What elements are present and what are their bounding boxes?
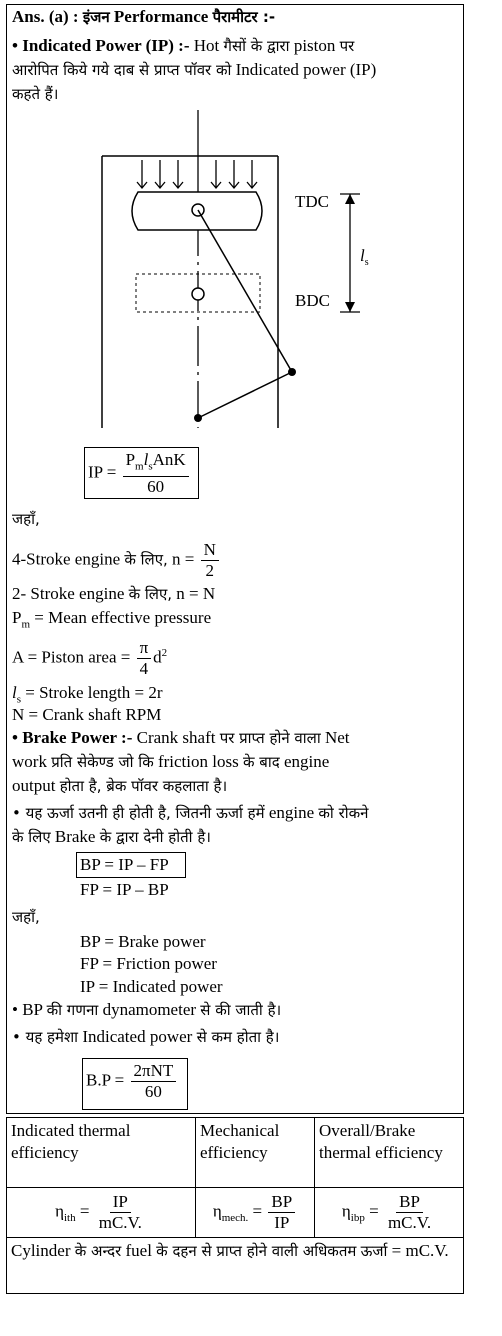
ip-definition-line3: कहते हैं। [12, 85, 59, 103]
heading: Ans. (a) : इंजन Performance पैरामीटर :- [12, 7, 276, 26]
efficiency-table [6, 1117, 464, 1238]
ip-term: IP = Indicated power [80, 977, 223, 996]
energy-line1: • यह ऊर्जा उतनी ही होती है, जितनी ऊर्जा हमें engine को रोकने [12, 803, 369, 822]
bp-equation: BP = IP – FP [80, 855, 169, 874]
crank-pin [288, 368, 296, 376]
bp-definition-line1: • Brake Power :- Crank shaft पर प्राप्त होने वाला Net [12, 728, 350, 747]
where-label-2: जहाँ, [12, 908, 40, 926]
crank-centre [194, 414, 202, 422]
arrowhead-down [345, 302, 355, 312]
rpm-definition: N = Crank shaft RPM [12, 705, 162, 724]
indicated-thermal-formula: $\eta_{ith}$ = $\frac{IP}{mC.V.}$ [7, 1188, 196, 1238]
overall-brake-formula: $\eta_{ibp}$ = $\frac{BP}{mC.V.}$ [315, 1188, 464, 1238]
area-definition: A = Piston area = $\frac{\pi}{4}$ $d^2$ [12, 638, 168, 678]
fp-term: FP = Friction power [80, 954, 217, 973]
piston-pin-bdc [192, 288, 204, 300]
fp-equation: FP = IP – BP [80, 880, 169, 899]
where-label-1: जहाँ, [12, 510, 40, 528]
arrowhead-up [345, 194, 355, 204]
bp-dynamometer-note: • BP की गणना dynamometer से की जाती है। [12, 1000, 282, 1019]
bp-formula: B.P = $\frac{\text{2πNT}}{60}$ [86, 1061, 178, 1102]
pressure-arrows [137, 160, 257, 188]
header-mechanical: Mechanical efficiency [196, 1118, 315, 1188]
bp-definition-line2: work प्रति सेकेण्ड जो कि friction loss के बाद engine [12, 752, 330, 771]
max-energy-note: Cylinder के अन्दर fuel के दहन से प्राप्त होने वाली अधिकतम ऊर्जा = mC.V. [6, 1238, 464, 1294]
piston-diagram [90, 108, 390, 438]
ip-definition-line1: • Indicated Power (IP) :- Hot गैसों के द्वारा piston पर [12, 36, 355, 55]
stroke-length-label: $l_s$ [360, 246, 369, 268]
stroke2-definition: 2- Stroke engine के लिए, n = N [12, 584, 216, 603]
header-indicated-thermal: Indicated thermal efficiency [7, 1118, 196, 1188]
header-overall-brake: Overall/Brake thermal efficiency [315, 1118, 464, 1188]
bp-less-than-ip-note: • यह हमेशा Indicated power से कम होता है। [12, 1027, 280, 1046]
ip-formula: IP = $\frac{P_ml_sAnK}{60}$ [88, 450, 191, 497]
tdc-label: TDC [295, 192, 329, 211]
bp-term: BP = Brake power [80, 932, 206, 951]
energy-line2: के लिए Brake के द्वारा देनी होती है। [12, 827, 211, 846]
stroke-length-definition: $l_s$ = Stroke length = 2r [12, 683, 163, 706]
mechanical-formula: $\eta_{mech.}$ = $\frac{BP}{IP}$ [196, 1188, 315, 1238]
bdc-label: BDC [295, 291, 330, 310]
pm-definition: $P_m$ = Mean effective pressure [12, 608, 212, 631]
bp-definition-line3: output होता है, ब्रेक पॉवर कहलाता है। [12, 776, 228, 795]
ip-definition-line2: आरोपित किये गये दाब से प्राप्त पॉवर को Indicated power (IP) [12, 60, 377, 79]
stroke4-definition: 4-Stroke engine के लिए, n = $\frac{N}{2}$ [12, 540, 221, 581]
